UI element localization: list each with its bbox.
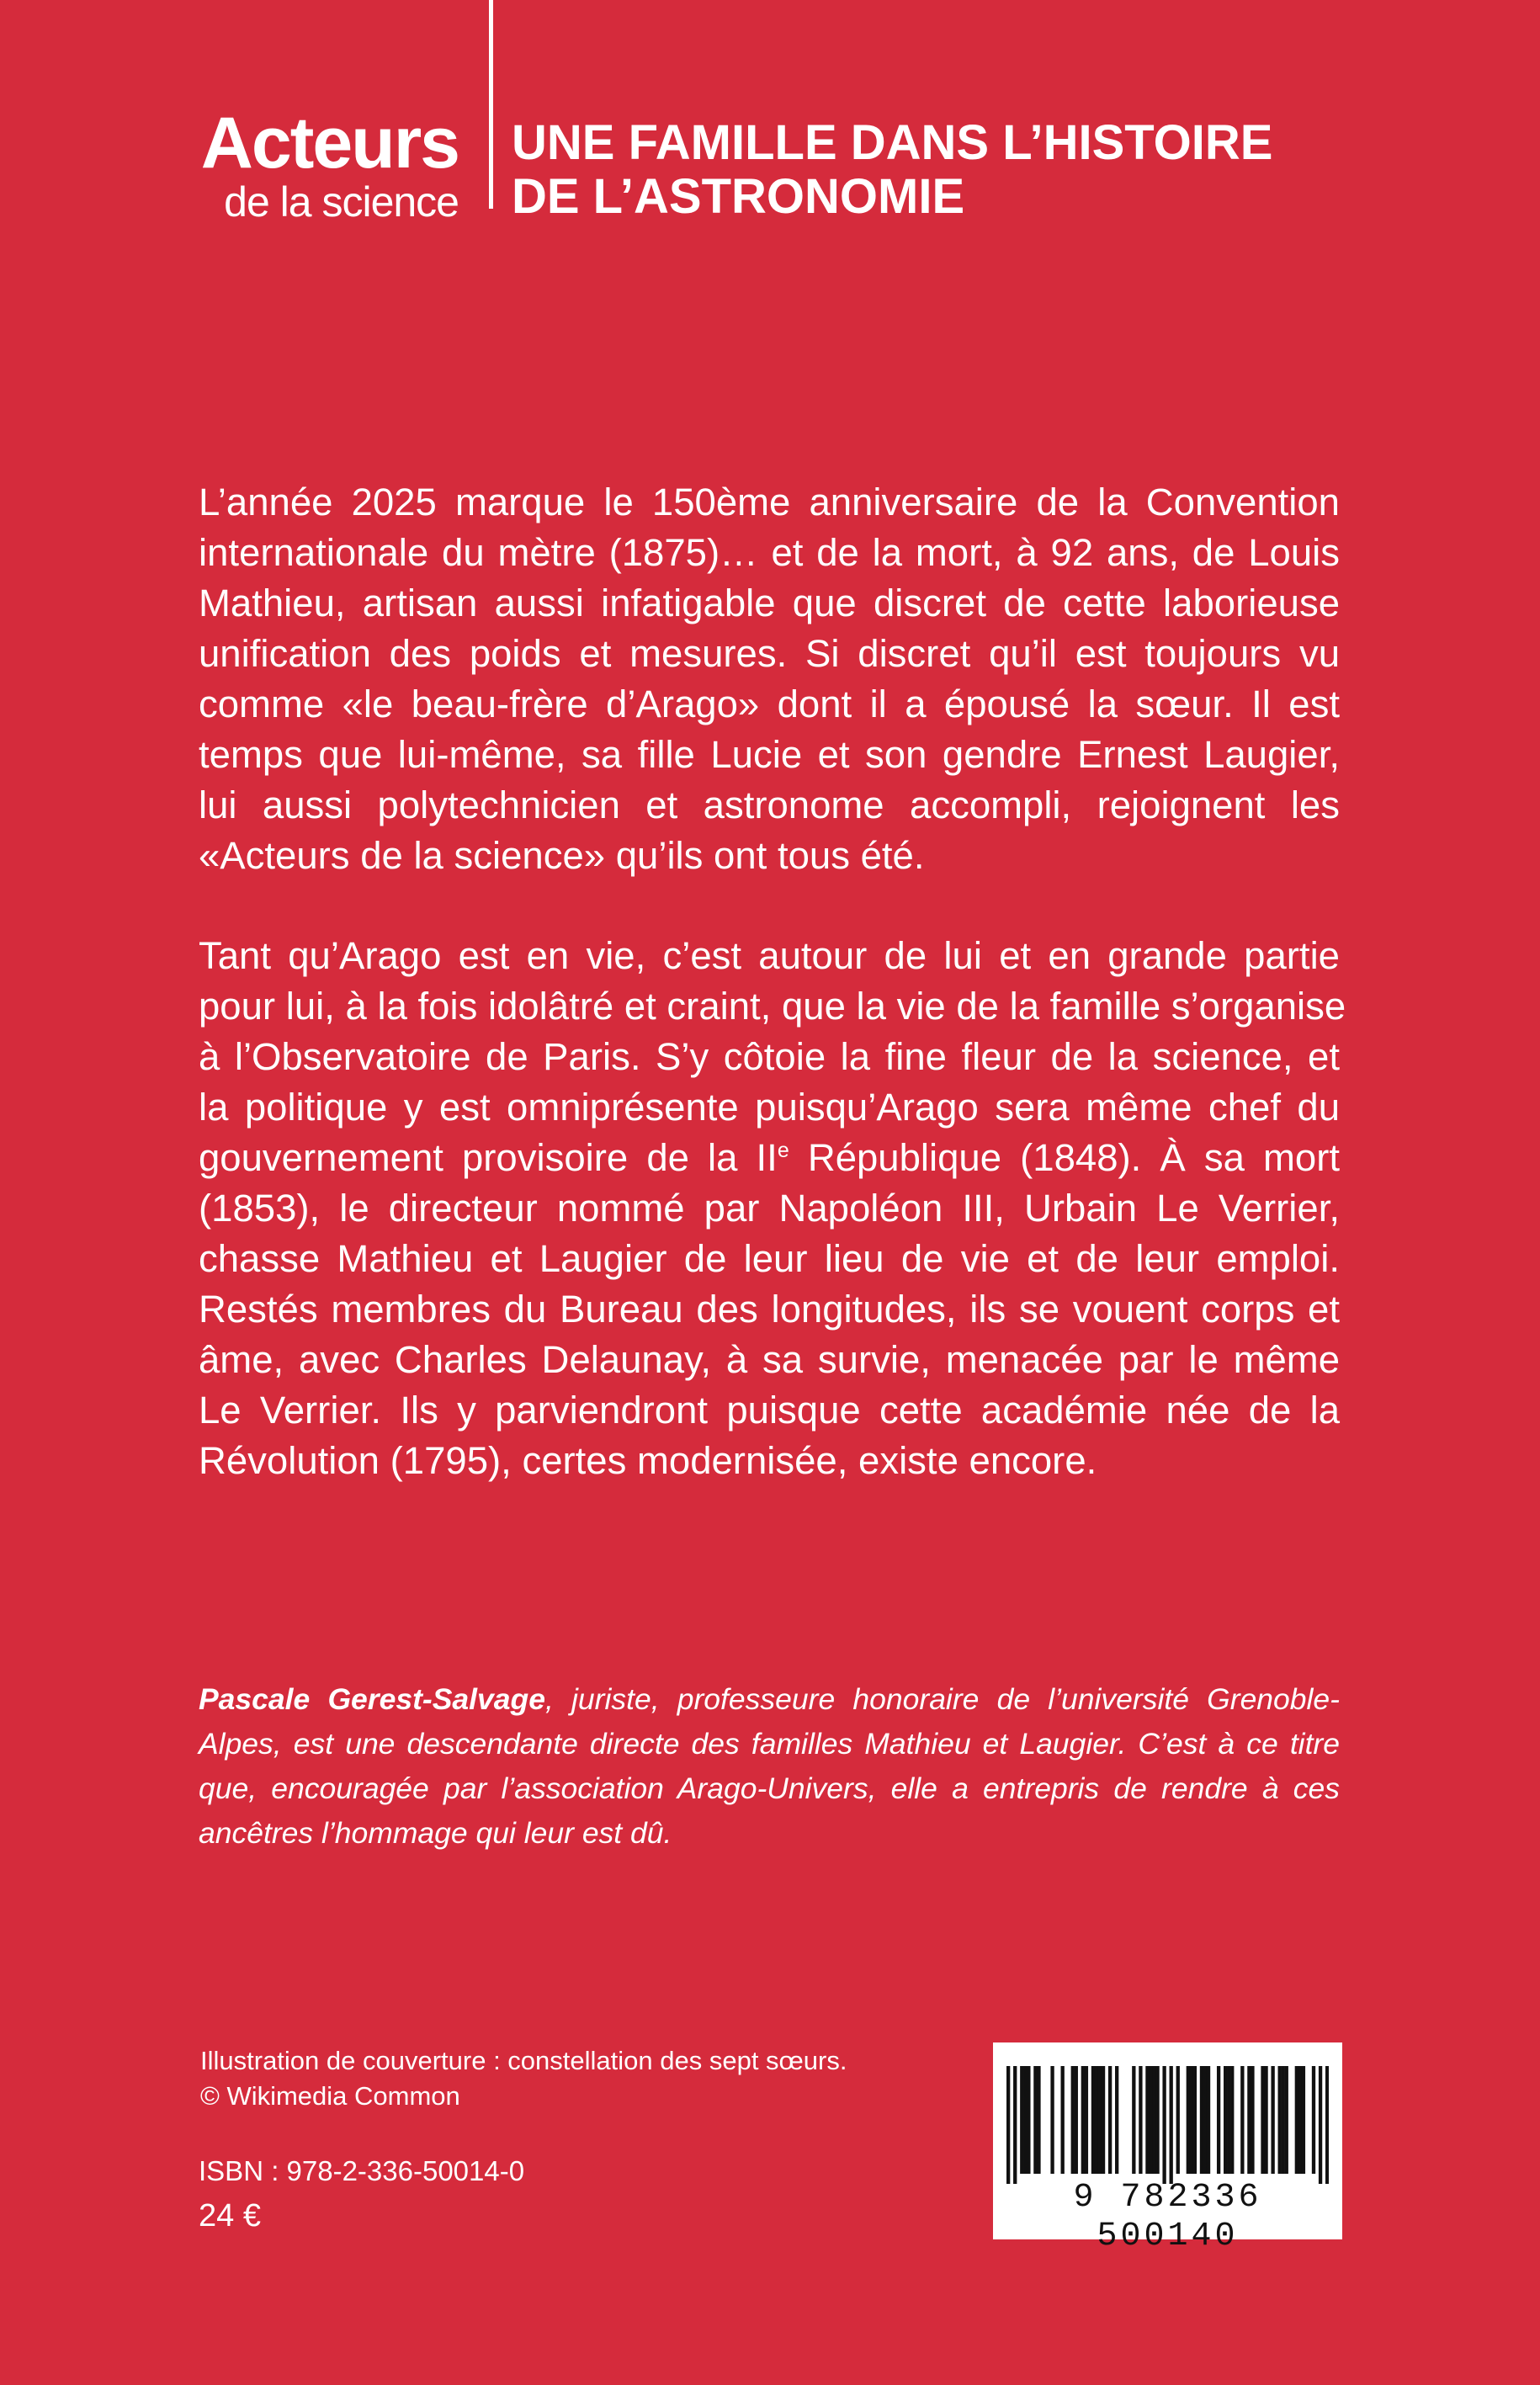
barcode-bar (1200, 2066, 1203, 2174)
barcode-bar (1282, 2066, 1285, 2174)
barcode-bar (1108, 2066, 1112, 2174)
text-line (199, 1677, 1340, 1722)
barcode-bar (1013, 2066, 1017, 2184)
barcode-bar (1085, 2066, 1088, 2174)
barcode-bar (1027, 2066, 1030, 2174)
barcode-bar (1023, 2066, 1027, 2174)
divider-line (489, 0, 493, 209)
text-fragment: gouvernement provisoire de la II (199, 1136, 778, 1179)
cover-credits (200, 2043, 847, 2114)
author-bio (199, 1677, 1340, 1856)
barcode-bar (1193, 2066, 1197, 2174)
barcode-bar (1240, 2066, 1244, 2174)
barcode-bar (1081, 2066, 1085, 2174)
barcode-bar (1298, 2066, 1302, 2174)
book-title-line-2: DE L’ASTRONOMIE (512, 169, 965, 224)
text-line: que, encouragée par l’association Arago-Univers, elle a entrepris de rendre à ces (199, 1771, 1340, 1805)
book-title-line-1: UNE FAMILLE DANS L’HISTOIRE (512, 115, 1273, 170)
text-line: Alpes, est une descendante directe des familles Mathieu et Laugier. C’est à ce titre (199, 1727, 1340, 1761)
text-line: comme «le beau-frère d’Arago» dont il a épousé la sœur. Il est (199, 683, 1340, 725)
blurb-paragraph-2 (199, 931, 1346, 1486)
barcode-bar (1278, 2066, 1282, 2174)
text-line: âme, avec Charles Delaunay, à sa survie, menacée par le même (199, 1338, 1340, 1381)
barcode-bar (1247, 2066, 1251, 2174)
barcode-bar (1115, 2066, 1118, 2174)
barcode-bar (1162, 2066, 1166, 2184)
barcode-bar (1037, 2066, 1040, 2174)
text-line: unification des poids et mesures. Si discret qu’il est toujours vu (199, 632, 1340, 675)
barcode-bar (1102, 2066, 1105, 2174)
superscript: e (777, 1138, 789, 1162)
barcode-bar (1217, 2066, 1220, 2174)
barcode-bar (1264, 2066, 1267, 2174)
copyright-credit: © Wikimedia Common (200, 2081, 460, 2111)
text-fragment: , juriste, professeure honoraire de l’université Grenoble- (544, 1682, 1340, 1716)
barcode-bar (1139, 2066, 1142, 2174)
text-line: L’année 2025 marque le 150ème anniversaire de la Convention (199, 481, 1340, 523)
barcode-bar (1227, 2066, 1230, 2174)
barcode-bar (1312, 2066, 1315, 2174)
text-line: Mathieu, artisan aussi infatigable que discret de cette laborieuse (199, 582, 1340, 624)
book-title (512, 116, 1272, 224)
text-fragment: République (1848). À sa mort (789, 1136, 1340, 1179)
barcode-bar (1075, 2066, 1078, 2174)
barcode (993, 2042, 1342, 2255)
barcode-bar (1061, 2066, 1065, 2174)
barcode-bar (1033, 2066, 1037, 2174)
text-line: internationale du mètre (1875)… et de la mort, à 92 ans, de Louis (199, 531, 1340, 574)
blurb-paragraph-1 (199, 477, 1340, 881)
barcode-bar (1176, 2066, 1180, 2174)
barcode-bar (1149, 2066, 1152, 2174)
text-line: lui aussi polytechnicien et astronome accompli, rejoignent les (199, 783, 1340, 826)
text-line: chasse Mathieu et Laugier de leur lieu de vie et de leur emploi. (199, 1237, 1340, 1280)
barcode-bar (1095, 2066, 1098, 2174)
author-name: Pascale Gerest-Salvage (199, 1682, 545, 1716)
barcode-bar (1155, 2066, 1159, 2174)
text-line: Restés membres du Bureau des longitudes, ils se vouent corps et (199, 1288, 1340, 1331)
series-brand (199, 103, 459, 226)
barcode-bar (1302, 2066, 1305, 2174)
illustration-credit: Illustration de couverture : constellation des sept sœurs. (200, 2046, 847, 2075)
text-line: la politique y est omniprésente puisqu’Arago sera même chef du (199, 1086, 1340, 1129)
barcode-bar (1271, 2066, 1274, 2174)
barcode-bar (1230, 2066, 1234, 2174)
barcode-bar (1251, 2066, 1254, 2174)
text-line: «Acteurs de la science» qu’ils ont tous été. (199, 834, 925, 877)
barcode-bar (1261, 2066, 1264, 2174)
barcode-bar (1132, 2066, 1135, 2174)
barcode-digits: 9 782336 500140 (1073, 2179, 1262, 2255)
barcode-bar (1285, 2066, 1288, 2174)
text-line (199, 1133, 1340, 1183)
barcode-bar (1071, 2066, 1075, 2174)
barcode-bar (1098, 2066, 1102, 2174)
text-line: pour lui, à la fois idolâtré et craint, que la vie de la famille s’organise (199, 985, 1346, 1028)
barcode-bar (1020, 2066, 1023, 2174)
text-line: Le Verrier. Ils y parviendront puisque cette académie née de la (199, 1389, 1340, 1432)
barcode-bar (1006, 2066, 1010, 2184)
barcode-bar (1295, 2066, 1298, 2174)
text-line: (1853), le directeur nommé par Napoléon III, Urbain Le Verrier, (199, 1187, 1340, 1230)
barcode-bar (1224, 2066, 1227, 2174)
barcode-bar (1152, 2066, 1155, 2174)
barcode-bar (1050, 2066, 1054, 2174)
text-line: Révolution (1795), certes modernisée, existe encore. (199, 1439, 1097, 1482)
barcode-bar (1319, 2066, 1322, 2184)
series-name: Acteurs (200, 103, 459, 183)
price: 24 € (199, 2198, 261, 2234)
barcode-bar (1325, 2066, 1329, 2184)
text-line: à l’Observatoire de Paris. S’y côtoie la fine fleur de la science, et (199, 1035, 1340, 1078)
barcode-bar (1203, 2066, 1207, 2174)
barcode-bar (1091, 2066, 1095, 2174)
barcode-bar (1190, 2066, 1193, 2174)
barcode-bar (1145, 2066, 1149, 2174)
text-line: ancêtres l’hommage qui leur est dû. (199, 1816, 672, 1850)
text-line: temps que lui-même, sa fille Lucie et son gendre Ernest Laugier, (199, 733, 1340, 776)
text-line: Tant qu’Arago est en vie, c’est autour de lui et en grande partie (199, 934, 1340, 977)
series-subname: de la science (224, 178, 459, 226)
barcode-bar (1187, 2066, 1190, 2174)
barcode-bar (1207, 2066, 1210, 2174)
barcode-bar (1170, 2066, 1173, 2184)
barcode-bars (1006, 2066, 1329, 2184)
isbn: ISBN : 978-2-336-50014-0 (199, 2155, 525, 2186)
